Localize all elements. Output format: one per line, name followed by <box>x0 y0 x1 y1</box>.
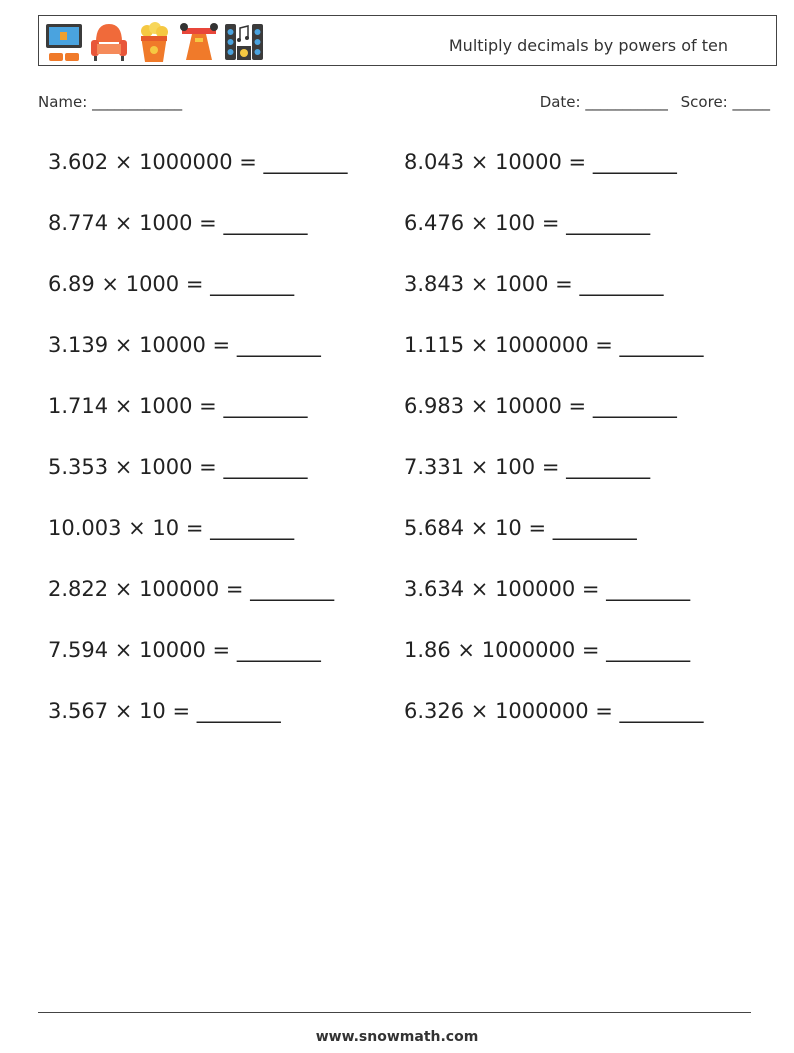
icon-strip <box>43 20 265 64</box>
footer-url[interactable]: www.snowmath.com <box>315 1029 479 1045</box>
problem-right-2: 6.476 × 100 = ________ <box>404 211 651 235</box>
problem-left-4: 3.139 × 10000 = ________ <box>48 333 321 357</box>
problem-left-2: 8.774 × 1000 = ________ <box>48 211 308 235</box>
problem-left-8: 2.822 × 100000 = ________ <box>48 577 335 601</box>
problem-right-8: 3.634 × 100000 = ________ <box>404 577 691 601</box>
popcorn-icon <box>133 20 175 64</box>
header-box <box>38 15 777 66</box>
date-field[interactable]: Date: ___________ <box>539 93 668 111</box>
worksheet-title: Multiply decimals by powers of ten <box>448 36 728 55</box>
problem-left-1: 3.602 × 1000000 = ________ <box>48 150 348 174</box>
problem-left-7: 10.003 × 10 = ________ <box>48 516 295 540</box>
problem-left-3: 6.89 × 1000 = ________ <box>48 272 295 296</box>
speakers-icon <box>223 20 265 64</box>
problem-right-3: 3.843 × 1000 = ________ <box>404 272 664 296</box>
armchair-icon <box>88 20 130 64</box>
problem-left-10: 3.567 × 10 = ________ <box>48 699 281 723</box>
problem-left-5: 1.714 × 1000 = ________ <box>48 394 308 418</box>
problem-right-10: 6.326 × 1000000 = ________ <box>404 699 704 723</box>
problem-right-6: 7.331 × 100 = ________ <box>404 455 651 479</box>
problem-right-4: 1.115 × 1000000 = ________ <box>404 333 704 357</box>
problem-right-1: 8.043 × 10000 = ________ <box>404 150 677 174</box>
problem-left-9: 7.594 × 10000 = ________ <box>48 638 321 662</box>
problem-right-9: 1.86 × 1000000 = ________ <box>404 638 691 662</box>
date-score-group <box>540 93 770 111</box>
problem-right-7: 5.684 × 10 = ________ <box>404 516 637 540</box>
tv-icon <box>43 20 85 64</box>
problem-right-5: 6.983 × 10000 = ________ <box>404 394 677 418</box>
score-field[interactable]: Score: _____ <box>680 93 770 111</box>
name-field[interactable]: Name: ____________ <box>38 93 183 111</box>
problem-left-6: 5.353 × 1000 = ________ <box>48 455 308 479</box>
film-reel-icon <box>178 20 220 64</box>
footer-divider <box>38 1012 751 1013</box>
